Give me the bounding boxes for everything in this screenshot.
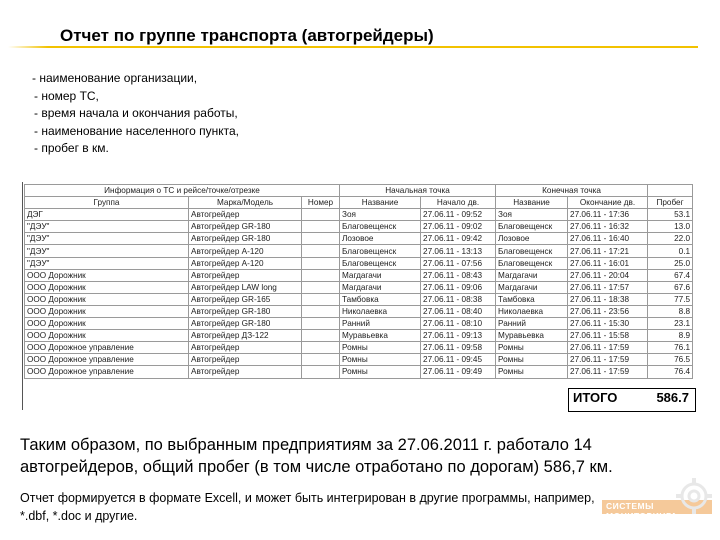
table-cell: 27.06.11 - 17:59 [568, 366, 648, 378]
table-cell [302, 330, 340, 342]
table-cell [302, 305, 340, 317]
table-cell: Ромны [340, 342, 421, 354]
table-cell: Автогрейдер GR-180 [189, 233, 302, 245]
table-cell: Автогрейдер GR-180 [189, 318, 302, 330]
table-cell: Лозовое [340, 233, 421, 245]
column-header: Начало дв. [421, 197, 496, 209]
table-cell [302, 221, 340, 233]
table-cell: 27.06.11 - 15:30 [568, 318, 648, 330]
table-cell [302, 245, 340, 257]
table-cell: Муравьевка [340, 330, 421, 342]
table-cell [302, 209, 340, 221]
column-header: Окончание дв. [568, 197, 648, 209]
table-cell: Благовещенск [340, 245, 421, 257]
table-cell: 27.06.11 - 13:13 [421, 245, 496, 257]
table-cell: ООО Дорожное управление [25, 354, 189, 366]
table-cell: 27.06.11 - 17:57 [568, 281, 648, 293]
table-cell: Магдагачи [340, 269, 421, 281]
table-cell: Благовещенск [496, 221, 568, 233]
report-table [24, 184, 693, 379]
table-cell: 77.5 [648, 293, 693, 305]
table-cell: "ДЭУ" [25, 221, 189, 233]
table-cell: 0.1 [648, 245, 693, 257]
table-cell: Благовещенск [340, 221, 421, 233]
column-header: Название [496, 197, 568, 209]
table-cell: Тамбовка [496, 293, 568, 305]
table-cell [302, 257, 340, 269]
table-cell [302, 366, 340, 378]
table-cell: 27.06.11 - 09:13 [421, 330, 496, 342]
table-cell: Благовещенск [496, 245, 568, 257]
table-row [25, 342, 693, 354]
table-cell [302, 269, 340, 281]
table-cell: 27.06.11 - 09:52 [421, 209, 496, 221]
table-cell: Магдагачи [340, 281, 421, 293]
table-row [25, 257, 693, 269]
table-row [25, 245, 693, 257]
table-cell: 76.1 [648, 342, 693, 354]
table-cell: 8.8 [648, 305, 693, 317]
table-cell: 27.06.11 - 09:42 [421, 233, 496, 245]
table-cell: 27.06.11 - 08:10 [421, 318, 496, 330]
note-text: Отчет формируется в формате Excell, и может быть интегрирован в другие программы, например, *.dbf, *.doc и другие. [20, 491, 595, 523]
table-cell: 27.06.11 - 15:58 [568, 330, 648, 342]
table-cell: 27.06.11 - 08:43 [421, 269, 496, 281]
field-item: - номер ТС, [34, 88, 99, 103]
table-cell: Ранний [340, 318, 421, 330]
table-cell: 27.06.11 - 09:49 [421, 366, 496, 378]
table-row [25, 209, 693, 221]
table-cell: ДЭГ [25, 209, 189, 221]
table-cell: 27.06.11 - 08:38 [421, 293, 496, 305]
table-cell: "ДЭУ" [25, 233, 189, 245]
field-item: - наименование организации, [32, 71, 198, 85]
table-cell: 27.06.11 - 07:56 [421, 257, 496, 269]
table-cell: 76.4 [648, 366, 693, 378]
table-cell: 22.0 [648, 233, 693, 245]
table-row [25, 318, 693, 330]
table-cell: Автогрейдер [189, 354, 302, 366]
table-cell: 27.06.11 - 17:59 [568, 342, 648, 354]
table-cell [302, 342, 340, 354]
table-cell: 27.06.11 - 16:01 [568, 257, 648, 269]
page-title: Отчет по группе транспорта (автогрейдеры) [60, 26, 434, 45]
table-cell: 27.06.11 - 17:59 [568, 354, 648, 366]
field-item: - время начала и окончания работы, [34, 106, 238, 121]
table-cell: Автогрейдер А-120 [189, 257, 302, 269]
table-cell: Ромны [496, 354, 568, 366]
table-row [25, 269, 693, 281]
table-cell: 25.0 [648, 257, 693, 269]
table-cell: 53.1 [648, 209, 693, 221]
table-row [25, 233, 693, 245]
table-row [25, 330, 693, 342]
column-header-row [25, 197, 693, 209]
table-cell: Ромны [496, 366, 568, 378]
report-spreadsheet [22, 182, 692, 412]
table-cell: Автогрейдер [189, 269, 302, 281]
table-cell: ООО Дорожник [25, 269, 189, 281]
table-cell: Николаевка [496, 305, 568, 317]
table-cell: Благовещенск [340, 257, 421, 269]
table-cell: Автогрейдер А-120 [189, 245, 302, 257]
table-cell: "ДЭУ" [25, 245, 189, 257]
table-cell: Лозовое [496, 233, 568, 245]
table-cell: ООО Дорожное управление [25, 342, 189, 354]
table-cell: Зоя [496, 209, 568, 221]
table-cell: Ромны [340, 366, 421, 378]
field-item: - наименование населенного пункта, [34, 123, 239, 138]
table-cell: Благовещенск [496, 257, 568, 269]
table-cell: ООО Дорожник [25, 281, 189, 293]
table-cell: Автогрейдер GR-180 [189, 221, 302, 233]
table-cell [302, 318, 340, 330]
table-cell: 67.4 [648, 269, 693, 281]
table-cell: Тамбовка [340, 293, 421, 305]
company-logo [602, 496, 712, 521]
summary-text: Таким образом, по выбранным предприятиям за 27.06.2011 г. работало 14 автогрейдеров, общий пробег (в том числе отработано по дорогам) 586,7 км. [20, 436, 613, 476]
table-cell: Ромны [496, 342, 568, 354]
table-cell: Автогрейдер GR-180 [189, 305, 302, 317]
sheet-left-border [22, 182, 23, 410]
table-cell: Магдагачи [496, 269, 568, 281]
table-cell: Автогрейдер [189, 209, 302, 221]
table-cell: Автогрейдер LAW long [189, 281, 302, 293]
table-cell: 27.06.11 - 09:06 [421, 281, 496, 293]
group-header-blank [648, 185, 693, 197]
table-cell: Автогрейдер ДЗ-122 [189, 330, 302, 342]
table-cell: 27.06.11 - 16:40 [568, 233, 648, 245]
field-list [32, 70, 239, 158]
column-header: Номер [302, 197, 340, 209]
table-cell: 67.6 [648, 281, 693, 293]
total-box [568, 388, 696, 412]
table-cell: ООО Дорожное управление [25, 366, 189, 378]
table-cell: 27.06.11 - 08:40 [421, 305, 496, 317]
table-cell: Ранний [496, 318, 568, 330]
table-cell: 27.06.11 - 17:36 [568, 209, 648, 221]
table-cell: Ромны [340, 354, 421, 366]
table-cell: ООО Дорожник [25, 330, 189, 342]
table-cell: 8.9 [648, 330, 693, 342]
table-cell: Автогрейдер [189, 342, 302, 354]
title-block [48, 20, 698, 50]
table-cell: 13.0 [648, 221, 693, 233]
table-cell: 76.5 [648, 354, 693, 366]
table-cell: "ДЭУ" [25, 257, 189, 269]
column-header: Марка/Модель [189, 197, 302, 209]
group-header-info: Информация о ТС и рейсе/точке/отрезке [25, 185, 340, 197]
logo-text: СИСТЕМЫ МОНИТОРИНГА [606, 501, 678, 521]
table-cell: 23.1 [648, 318, 693, 330]
group-header-end: Конечная точка [496, 185, 648, 197]
table-cell: 27.06.11 - 09:58 [421, 342, 496, 354]
table-cell: 27.06.11 - 18:38 [568, 293, 648, 305]
table-row [25, 366, 693, 378]
total-label: ИТОГО [573, 390, 618, 405]
table-cell: Зоя [340, 209, 421, 221]
table-cell: 27.06.11 - 20:04 [568, 269, 648, 281]
table-cell: 27.06.11 - 17:21 [568, 245, 648, 257]
table-row [25, 305, 693, 317]
table-cell: Автогрейдер [189, 366, 302, 378]
table-cell [302, 281, 340, 293]
table-row [25, 354, 693, 366]
table-cell: Автогрейдер GR-165 [189, 293, 302, 305]
column-header: Группа [25, 197, 189, 209]
table-row [25, 221, 693, 233]
group-header-row [25, 185, 693, 197]
field-item: - пробег в км. [34, 141, 109, 156]
table-cell: 27.06.11 - 09:45 [421, 354, 496, 366]
table-cell [302, 354, 340, 366]
table-cell: Муравьевка [496, 330, 568, 342]
table-cell [302, 233, 340, 245]
table-cell: Николаевка [340, 305, 421, 317]
column-header: Название [340, 197, 421, 209]
table-cell: ООО Дорожник [25, 305, 189, 317]
title-underline [48, 46, 698, 48]
table-cell: Магдагачи [496, 281, 568, 293]
total-value: 586.7 [656, 390, 689, 405]
table-cell: ООО Дорожник [25, 318, 189, 330]
group-header-start: Начальная точка [340, 185, 496, 197]
table-cell: ООО Дорожник [25, 293, 189, 305]
table-row [25, 293, 693, 305]
table-row [25, 281, 693, 293]
table-cell: 27.06.11 - 16:32 [568, 221, 648, 233]
table-cell [302, 293, 340, 305]
table-cell: 27.06.11 - 23:56 [568, 305, 648, 317]
table-cell: 27.06.11 - 09:02 [421, 221, 496, 233]
column-header: Пробег [648, 197, 693, 209]
